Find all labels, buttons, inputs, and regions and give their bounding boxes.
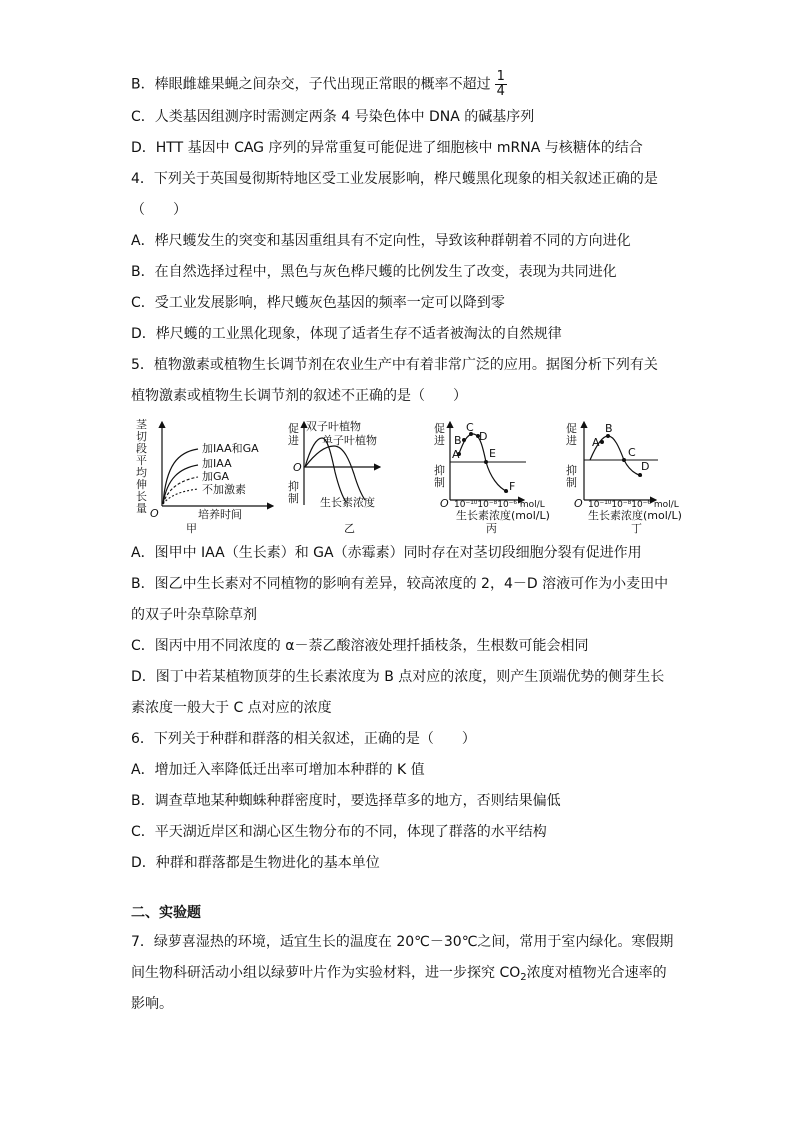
svg-text:量: 量	[136, 502, 147, 515]
q5-figures	[128, 410, 688, 535]
bing-label-d: D	[479, 430, 488, 443]
jia-caption: 甲	[186, 522, 197, 535]
ding-caption: 丁	[631, 522, 642, 535]
ding-point-c	[622, 458, 626, 462]
jia-legend-iaa-ga: 加IAA和GA	[202, 442, 259, 455]
fraction-numerator: 1	[496, 69, 505, 84]
svg-text:茎: 茎	[136, 418, 147, 431]
bing-label-c: C	[466, 421, 474, 434]
q6-option-d: D．种群和群落都是生物进化的基本单位	[131, 855, 380, 871]
q4-option-d: D．桦尺蠖的工业黑化现象，体现了适者生存不适者被淘汰的自然规律	[131, 326, 562, 342]
ding-xlabel: 生长素浓度(mol/L)	[588, 509, 682, 522]
q3-option-d: D．HTT 基因中 CAG 序列的异常重复可能促进了细胞核中 mRNA 与核糖体的结合	[131, 140, 643, 156]
q5-option-d-line2: 素浓度一般大于 C 点对应的浓度	[131, 700, 332, 716]
yi-ytop-1: 促	[288, 422, 299, 435]
bing-ytop-2: 进	[434, 434, 445, 447]
section-title: 二、实验题	[131, 905, 201, 921]
q6-option-c: C．平天湖近岸区和湖心区生物分布的不同，体现了群落的水平结构	[131, 824, 547, 840]
jia-curve-none	[163, 489, 198, 504]
q5-stem-line2: 植物激素或植物生长调节剂的叙述不正确的是（ ）	[131, 388, 467, 404]
jia-ylabel	[136, 417, 148, 515]
fraction-denominator: 4	[496, 84, 505, 99]
figure-jia	[136, 417, 273, 535]
svg-text:长: 长	[136, 490, 147, 503]
ding-point-d	[638, 473, 642, 477]
yi-ybottom-1: 抑	[288, 480, 299, 493]
ding-origin: O	[574, 497, 583, 510]
q7-line2-b: 浓度对植物光合速率的	[526, 965, 667, 981]
q5-stem-line1: 5．植物激素或植物生长调节剂在农业生产中有着非常广泛的应用。据图分析下列有关	[131, 357, 658, 373]
svg-text:平: 平	[136, 454, 147, 467]
bing-label-e: E	[489, 447, 496, 460]
svg-text:切: 切	[136, 430, 147, 443]
q5-option-d-line1: D．图丁中若某植物顶芽的生长素浓度为 B 点对应的浓度，则产生顶端优势的侧芽生长	[131, 669, 665, 685]
q3-option-b-text: B．棒眼雌雄果蝇之间杂交，子代出现正常眼的概率不超过	[131, 76, 491, 93]
ding-label-d: D	[641, 460, 650, 473]
q3-option-c: C．人类基因组测序时需测定两条 4 号染色体中 DNA 的碱基序列	[131, 109, 535, 125]
svg-text:段: 段	[136, 442, 147, 455]
ding-point-a	[600, 440, 604, 444]
yi-origin: O	[293, 461, 302, 474]
q4-option-a: A．桦尺蠖发生的突变和基因重组具有不定向性，导致该种群朝着不同的方向进化	[131, 233, 631, 249]
ding-ybottom-1: 抑	[566, 464, 577, 477]
jia-origin: O	[150, 507, 159, 520]
bing-caption: 丙	[486, 522, 497, 535]
jia-legend-iaa: 加IAA	[202, 457, 232, 470]
q4-option-b: B．在自然选择过程中，黑色与灰色桦尺蠖的比例发生了改变，表现为共同进化	[131, 264, 617, 280]
figure-ding	[566, 422, 682, 535]
q7-line3: 影响。	[131, 996, 173, 1012]
yi-curve2-label: 单子叶植物	[322, 434, 377, 447]
bing-ticks: 10⁻¹⁰10⁻⁸10⁻⁶ mol/L	[454, 500, 545, 510]
bing-ybottom-1: 抑	[434, 464, 445, 477]
co2-subscript: 2	[520, 972, 527, 983]
ding-ytop-1: 促	[566, 422, 577, 435]
figure-bing	[434, 421, 550, 535]
jia-curve-ga	[163, 477, 198, 504]
q5-option-b-line2: 的双子叶杂草除草剂	[131, 607, 257, 623]
jia-legend-ga: 加GA	[202, 470, 230, 483]
yi-curve1-label: 双子叶植物	[306, 420, 361, 433]
figure-yi	[288, 419, 380, 535]
svg-text:伸: 伸	[136, 478, 147, 491]
jia-curve-iaa	[163, 465, 198, 504]
bing-xlabel: 生长素浓度(mol/L)	[456, 509, 550, 522]
fraction	[495, 70, 507, 99]
ding-ticks: 10⁻¹⁰10⁻⁸10⁻⁶ mol/L	[588, 500, 679, 510]
q3-option-b	[131, 70, 507, 99]
bing-point-e	[484, 460, 488, 464]
bing-label-f: F	[509, 480, 516, 493]
q5-option-c: C．图丙中用不同浓度的 α－萘乙酸溶液处理扦插枝条，生根数可能会相同	[131, 638, 589, 654]
ding-label-c: C	[628, 446, 636, 459]
q7-line1: 7．绿萝喜湿热的环境，适宜生长的温度在 20℃－30℃之间，常用于室内绿化。寒假期	[131, 934, 674, 950]
ding-label-a: A	[592, 436, 600, 449]
q4-option-c: C．受工业发展影响，桦尺蠖灰色基因的频率一定可以降到零	[131, 295, 505, 311]
bing-ytop-1: 促	[434, 422, 445, 435]
q6-stem: 6．下列关于种群和群落的相关叙述，正确的是（ ）	[131, 731, 476, 747]
jia-legend-none: 不加激素	[202, 483, 246, 496]
q5-option-a: A．图甲中 IAA（生长素）和 GA（赤霉素）同时存在对茎切段细胞分裂有促进作用	[131, 545, 642, 561]
bing-ybottom-2: 制	[434, 476, 445, 489]
jia-xlabel: 培养时间	[198, 508, 242, 521]
ding-ytop-2: 进	[566, 434, 577, 447]
q7-line2-a: 间生物科研活动小组以绿萝叶片作为实验材料，进一步探究 CO	[131, 965, 521, 981]
yi-ybottom-2: 制	[288, 492, 299, 505]
bing-origin: O	[440, 497, 449, 510]
q4-paren: （ ）	[131, 202, 187, 218]
jia-curve-iaa-ga	[163, 449, 198, 504]
yi-ytop-2: 进	[288, 434, 299, 447]
yi-xlabel: 生长素浓度	[320, 496, 375, 509]
q6-option-a: A．增加迁入率降低迁出率可增加本种群的 K 值	[131, 762, 425, 778]
q5-option-b-line1: B．图乙中生长素对不同植物的影响有差异，较高浓度的 2，4－D 溶液可作为小麦田中	[131, 576, 669, 592]
bing-label-a: A	[452, 448, 460, 461]
bing-point-f	[504, 489, 508, 493]
q4-stem: 4．下列关于英国曼彻斯特地区受工业发展影响，桦尺蠖黑化现象的相关叙述正确的是	[131, 171, 658, 187]
yi-caption: 乙	[344, 522, 355, 535]
q7-line2	[131, 963, 667, 988]
bing-point-b	[462, 438, 466, 442]
ding-label-b: B	[605, 422, 613, 435]
bing-label-b: B	[454, 434, 462, 447]
q6-option-b: B．调查草地某种蜘蛛种群密度时，要选择草多的地方，否则结果偏低	[131, 793, 561, 809]
svg-text:均: 均	[136, 466, 147, 479]
ding-ybottom-2: 制	[566, 476, 577, 489]
